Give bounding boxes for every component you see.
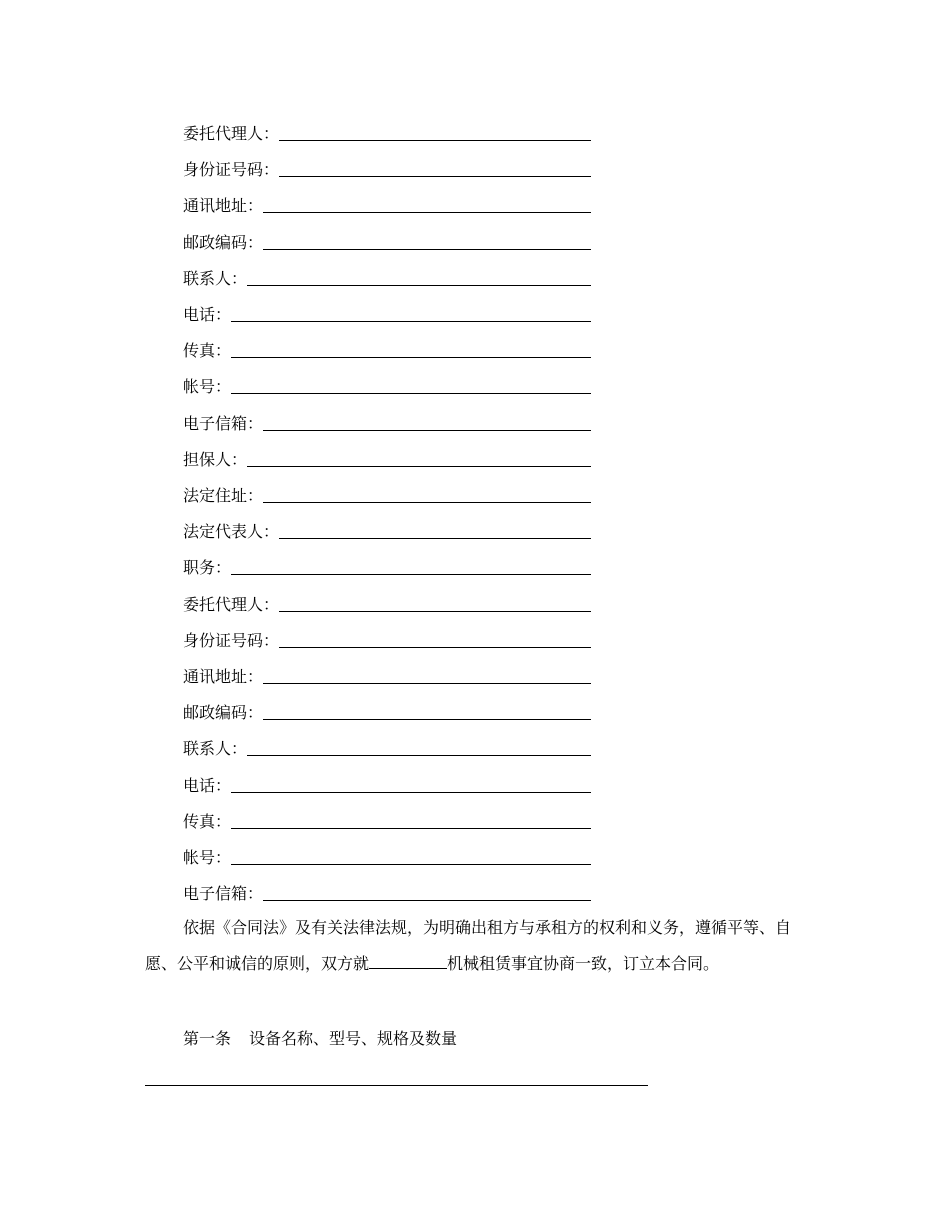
field-label: 委托代理人： bbox=[183, 594, 280, 614]
field-label: 传真： bbox=[183, 341, 232, 361]
form-field-row bbox=[183, 190, 591, 216]
field-label: 帐号： bbox=[183, 377, 232, 397]
field-blank-line[interactable] bbox=[263, 248, 591, 250]
field-blank-line[interactable] bbox=[231, 863, 591, 865]
article-1-heading bbox=[183, 1024, 457, 1054]
field-label: 通讯地址： bbox=[183, 196, 264, 216]
field-label: 帐号： bbox=[183, 848, 232, 867]
field-blank-line[interactable] bbox=[279, 646, 591, 648]
equipment-blank-line[interactable] bbox=[369, 954, 447, 969]
form-field-row bbox=[183, 227, 591, 253]
field-blank-line[interactable] bbox=[231, 356, 591, 358]
preamble-paragraph bbox=[145, 910, 805, 982]
field-label: 身份证号码： bbox=[183, 160, 280, 180]
field-label: 身份证号码： bbox=[183, 630, 280, 650]
field-label: 电子信箱： bbox=[183, 884, 264, 904]
form-field-row bbox=[183, 661, 591, 687]
form-field-row bbox=[183, 444, 591, 470]
field-blank-line[interactable] bbox=[263, 718, 591, 720]
form-field-row bbox=[183, 154, 591, 180]
field-blank-line[interactable] bbox=[231, 573, 591, 575]
form-field-row bbox=[183, 371, 591, 397]
form-field-row bbox=[183, 480, 591, 506]
field-blank-line[interactable] bbox=[247, 754, 591, 756]
field-blank-line[interactable] bbox=[263, 501, 591, 503]
field-label: 联系人： bbox=[183, 739, 248, 759]
field-label: 法定住址： bbox=[183, 486, 264, 505]
field-label: 电话： bbox=[183, 775, 232, 795]
field-blank-line[interactable] bbox=[263, 682, 591, 684]
form-field-row bbox=[183, 625, 591, 651]
field-blank-line[interactable] bbox=[279, 139, 591, 141]
preamble-text-2: 机械租赁事宜协商一致，订立本合同。 bbox=[447, 954, 720, 973]
form-field-row bbox=[183, 263, 591, 289]
form-field-row bbox=[183, 770, 591, 796]
field-label: 联系人： bbox=[183, 268, 248, 288]
field-label: 电子信箱： bbox=[183, 413, 264, 433]
field-label: 电话： bbox=[183, 305, 232, 324]
field-blank-line[interactable] bbox=[279, 610, 591, 612]
field-blank-line[interactable] bbox=[279, 537, 591, 539]
form-field-row bbox=[183, 842, 591, 868]
field-label: 法定代表人： bbox=[183, 522, 280, 542]
field-label: 通讯地址： bbox=[183, 667, 264, 686]
form-field-row bbox=[183, 589, 591, 615]
field-blank-line[interactable] bbox=[247, 465, 591, 467]
form-field-row bbox=[183, 806, 591, 832]
field-label: 邮政编码： bbox=[183, 232, 264, 252]
form-field-row bbox=[183, 552, 591, 578]
form-field-row bbox=[183, 733, 591, 759]
field-blank-line[interactable] bbox=[231, 827, 591, 829]
preamble-text-1: 依据《合同法》及有关法律法规，为明确出租方与承租方的权利和义务，遵循平等、自愿、公平和诚信的原则，双方就 bbox=[145, 918, 792, 973]
form-field-row bbox=[183, 697, 591, 723]
field-blank-line[interactable] bbox=[231, 392, 591, 394]
form-field-row bbox=[183, 335, 591, 361]
field-label: 传真： bbox=[183, 811, 232, 831]
equipment-list-blank-line[interactable] bbox=[145, 1085, 648, 1086]
field-label: 担保人： bbox=[183, 449, 248, 469]
field-blank-line[interactable] bbox=[231, 791, 591, 793]
form-field-row bbox=[183, 516, 591, 542]
field-label: 职务： bbox=[183, 558, 232, 578]
field-blank-line[interactable] bbox=[263, 211, 591, 213]
form-field-row bbox=[183, 408, 591, 434]
form-field-row bbox=[183, 118, 591, 144]
article-number: 第一条 bbox=[183, 1029, 232, 1048]
field-blank-line[interactable] bbox=[263, 429, 591, 431]
form-field-row bbox=[183, 299, 591, 325]
field-blank-line[interactable] bbox=[247, 284, 591, 286]
field-blank-line[interactable] bbox=[263, 899, 591, 901]
field-blank-line[interactable] bbox=[279, 175, 591, 177]
field-blank-line[interactable] bbox=[231, 320, 591, 322]
form-field-row bbox=[183, 878, 591, 904]
article-title: 设备名称、型号、规格及数量 bbox=[249, 1029, 458, 1048]
field-label: 委托代理人： bbox=[183, 124, 280, 143]
field-label: 邮政编码： bbox=[183, 703, 264, 723]
